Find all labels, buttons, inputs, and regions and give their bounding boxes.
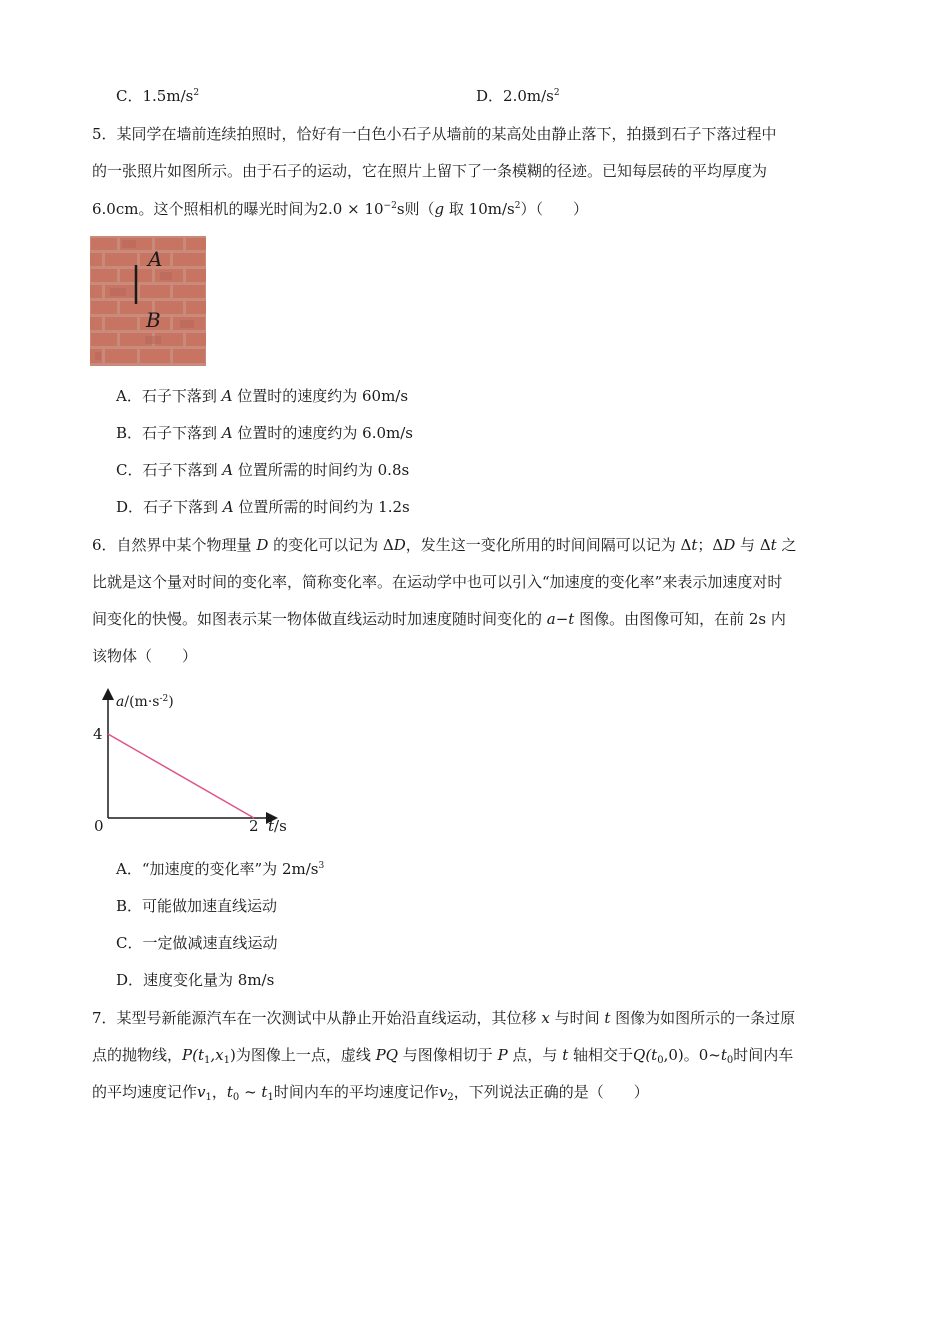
q7-stem-line-3: 的平均速度记作$v_1$，$t_0$ ~ $t_1$时间内车的平均速度记作$v_2$，下列说法正确的是（ ）: [92, 1083, 649, 1103]
q6-option-a: A．“加速度的变化率”为 $2m/s^3$: [116, 860, 325, 878]
q7-stem-line-2: 点的抛物线，$P(t_1,x_1)$为图像上一点，虚线 PQ 与图像相切于 P 点，与 t 轴相交于$Q(t_0,0)$。$0\sim t_0$时间内车: [92, 1046, 794, 1066]
q6-option-b: B．可能做加速直线运动: [116, 897, 278, 915]
origin-label: 0: [94, 817, 104, 835]
q5-stem-line-3: 6.0cm。这个照相机的曝光时间为$2.0 \times 10^{-2}s$则（g 取 $10m/s^2$）（ ）: [92, 200, 588, 218]
q5-option-c: C．石子下落到 A 位置所需的时间约为 0.8s: [116, 461, 410, 479]
q5-option-b: B．石子下落到 A 位置时的速度约为 6.0m/s: [116, 424, 414, 442]
label-a: A: [148, 247, 163, 271]
q6-stem-line-2: 比就是这个量对时间的变化率，简称变化率。在运动学中也可以引入“加速度的变化率”来表示加速度对时: [92, 573, 783, 591]
q4-option-d: D．$2.0m/s^2$: [476, 87, 560, 105]
x-axis-label: t/s: [268, 817, 287, 835]
y-axis-label: $a/(m\cdot s^{-2})$: [116, 694, 174, 710]
q6-option-d: D．速度变化量为 8m/s: [116, 971, 275, 989]
q6-option-c: C．一定做减速直线运动: [116, 934, 278, 952]
q5-option-d: D．石子下落到 A 位置所需的时间约为 1.2s: [116, 498, 410, 516]
brick-wall-photo: [90, 236, 206, 366]
q4-option-c: C．$1.5m/s^2$: [116, 87, 200, 105]
q5-stem-line-2: 的一张照片如图所示。由于石子的运动，它在照片上留下了一条模糊的径迹。已知每层砖的平均厚度为: [92, 162, 768, 180]
q6-stem-line-4: 该物体（ ）: [92, 647, 198, 665]
y-tick-4: 4: [93, 725, 103, 743]
q5-option-a: A．石子下落到 A 位置时的速度约为 60m/s: [116, 387, 409, 405]
series-line: [108, 734, 254, 818]
q6-stem-line-1: 6．自然界中某个物理量 D 的变化可以记为 ΔD，发生这一变化所用的时间间隔可以记为 Δt；ΔD 与 Δt 之: [92, 536, 797, 554]
x-tick-2: 2: [249, 817, 259, 835]
q5-stem-line-1: 5．某同学在墙前连续拍照时，恰好有一白色小石子从墙前的某高处由静止落下，拍摄到石子下落过程中: [92, 125, 777, 143]
q6-stem-line-3: 间变化的快慢。如图表示某一物体做直线运动时加速度随时间变化的 a−t 图像。由图像可知，在前 2s 内: [92, 610, 786, 628]
a-t-graph: [88, 688, 308, 836]
q7-stem-line-1: 7．某型号新能源汽车在一次测试中从静止开始沿直线运动，其位移 x 与时间 t 图像为如图所示的一条过原: [92, 1009, 796, 1027]
label-b: B: [146, 308, 161, 332]
